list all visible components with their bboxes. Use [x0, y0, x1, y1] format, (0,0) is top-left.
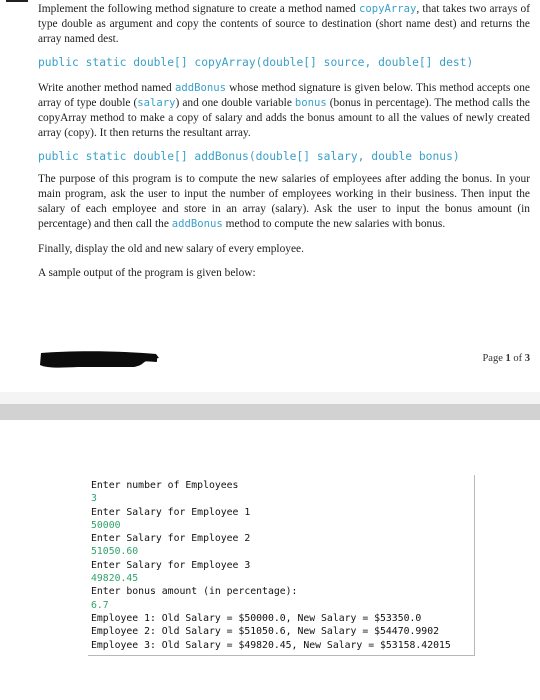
page-total: 3 — [524, 353, 530, 364]
text: Implement the following method signature to create a method named — [38, 3, 359, 15]
text: method to compute the new salaries with bonus. — [222, 218, 446, 230]
page-of: of — [513, 353, 523, 364]
page-current: 1 — [505, 353, 511, 364]
text: ) and one double variable — [175, 97, 295, 109]
page-separator-band — [0, 404, 540, 420]
paragraph-copyarray — [38, 2, 530, 47]
page-label: Page — [482, 353, 503, 364]
text: Write another method named — [38, 82, 175, 94]
inline-code: salary — [137, 97, 176, 109]
console-line: Enter number of Employees — [91, 480, 239, 491]
console-input-line: 51050.60 — [91, 546, 139, 558]
text: whose method signature is given below. This method accepts one array of type double ( — [38, 82, 530, 109]
inline-code: addBonus — [174, 82, 226, 94]
console-line: Employee 1: Old Salary = $50000.0, New Salary = $53350.0 — [91, 612, 422, 624]
console-output — [88, 475, 475, 656]
inline-code: copyArray — [358, 3, 417, 15]
console-input-line: 50000 — [91, 519, 121, 531]
console-line: Enter Salary for Employee 2 — [91, 533, 251, 545]
paragraph-finally: Finally, display the old and new salary of every employee. — [38, 243, 304, 255]
page-gap — [0, 392, 540, 404]
console-input-line: 49820.45 — [91, 573, 139, 585]
paragraph-addbonus — [38, 81, 530, 141]
paragraph-purpose — [38, 172, 530, 232]
text: , that takes two arrays of type double as argument and copy the contents of source to destination (short name dest) and returns the array named dest. — [38, 3, 530, 45]
redaction-mark — [38, 348, 160, 370]
console-line: Employee 3: Old Salary = $49820.45, New Salary = $53158.42015 — [91, 639, 451, 651]
console-line: Enter Salary for Employee 3 — [91, 559, 251, 571]
console-input-line: 3 — [91, 493, 97, 505]
inline-code: bonus — [294, 97, 327, 109]
console-line: Enter Salary for Employee 1 — [91, 506, 251, 518]
signature-addbonus: public static double[] addBonus(double[] salary, double bonus) — [38, 150, 460, 163]
inline-code: addBonus — [171, 218, 223, 230]
page-number — [482, 353, 530, 364]
signature-copyarray: public static double[] copyArray(double[] source, double[] dest) — [38, 56, 474, 69]
paragraph-sample-output: A sample output of the program is given below: — [38, 267, 256, 279]
header-rule — [6, 0, 28, 2]
console-input-line: 6.7 — [91, 599, 109, 611]
console-line: Employee 2: Old Salary = $51050.6, New Salary = $54470.9902 — [91, 626, 439, 638]
text: The purpose of this program is to compute the new salaries of employees after adding the bonus. In your main program, ask the user to input the number of employees working in their business. Then input the salary of each employee and store in an array (salary). Ask the user to input the bonus amount (in percentage) and then call the — [38, 173, 530, 230]
console-line: Enter bonus amount (in percentage): — [91, 586, 298, 598]
text: (bonus in percentage). The method calls the copyArray method to make a copy of salary and adds the bonus amount to all the values of newly created array (copy). It then returns the resultant array. — [38, 97, 530, 139]
